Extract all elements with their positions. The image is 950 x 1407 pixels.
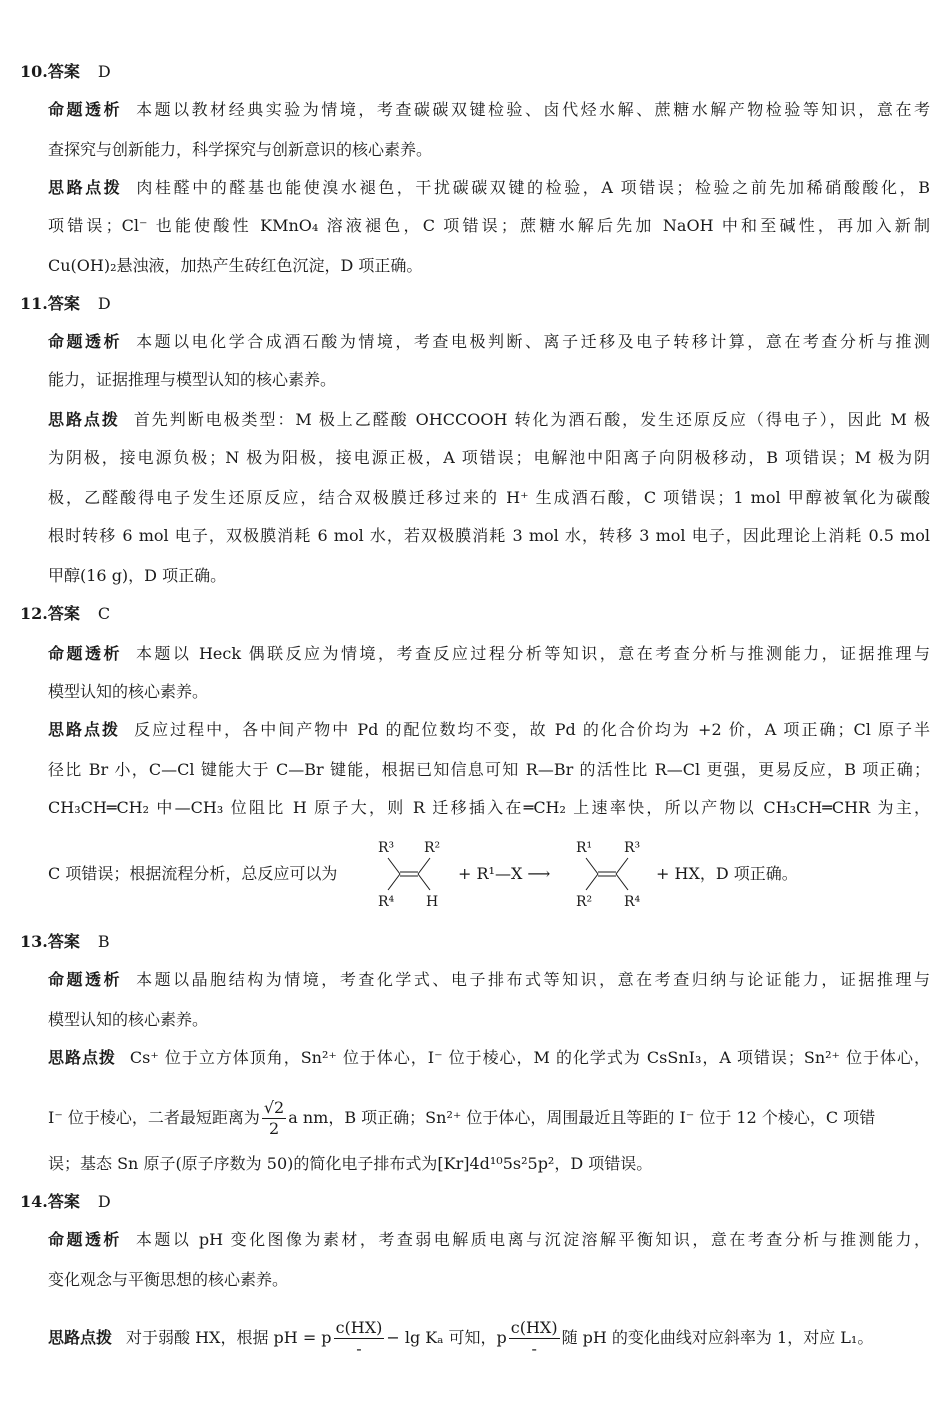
q14-intent-line-1 bbox=[48, 1230, 930, 1250]
analysis-label: 思路点拨 bbox=[48, 410, 120, 429]
question-14-header bbox=[20, 1192, 111, 1212]
answer-label: 答案 bbox=[47, 294, 80, 313]
answer-value: D bbox=[97, 62, 111, 81]
analysis-label: 思路点拨 bbox=[48, 178, 123, 197]
question-12-header bbox=[20, 604, 110, 624]
reactant-substituent: R³ bbox=[378, 840, 395, 856]
q10-analysis-line-2: 项错误；Cl⁻ 也能使酸性 KMnO₄ 溶液褪色，C 项错误；蔗糖水解后先加 NaOH 中和至碱性，再加入新制 bbox=[48, 216, 930, 235]
reagent-and-arrow: + R¹—X ⟶ bbox=[458, 864, 551, 883]
question-10-header bbox=[20, 62, 111, 82]
equation-suffix: + HX，D 项正确。 bbox=[656, 864, 798, 883]
intent-label: 命题透析 bbox=[48, 1230, 122, 1249]
fraction-numerator: c(HX) bbox=[510, 1318, 558, 1337]
analysis-label: 思路点拨 bbox=[48, 720, 121, 739]
fraction-denominator: - bbox=[531, 1339, 537, 1358]
q11-analysis-line-5: 甲醇(16 g)，D 项正确。 bbox=[48, 566, 227, 585]
sqrt2-over-2-fraction bbox=[262, 1098, 286, 1139]
line-text: a nm，B 项正确；Sn²⁺ 位于体心，周围最近且等距的 I⁻ 位于 12 个棱心，C 项错 bbox=[288, 1108, 876, 1127]
q13-intent-line-1 bbox=[48, 970, 930, 990]
analysis-text: 首先判断电极类型：M 极上乙醛酸 OHCCOOH 转化为酒石酸，发生还原反应（得电子），因此 M 极 bbox=[133, 410, 930, 429]
question-number: 10. bbox=[20, 62, 48, 81]
q13-analysis-line-1 bbox=[48, 1048, 930, 1068]
q11-intent-line-1 bbox=[48, 332, 930, 352]
analysis-label: 思路点拨 bbox=[48, 1328, 113, 1347]
q13-analysis-line-2 bbox=[48, 1098, 875, 1139]
intent-label: 命题透析 bbox=[48, 644, 122, 663]
q10-analysis-line-1 bbox=[48, 178, 930, 198]
reactant-substituent: R⁴ bbox=[378, 894, 395, 910]
intent-text: 本题以 Heck 偶联反应为情境，考查反应过程分析等知识，意在考查分析与推测能力，证据推理与 bbox=[135, 644, 930, 663]
answer-label: 答案 bbox=[47, 604, 80, 623]
hx-fraction bbox=[509, 1318, 560, 1359]
analysis-text: 反应过程中，各中间产物中 Pd 的配位数均不变，故 Pd 的化合价均为 +2 价，A 项正确；Cl 原子半 bbox=[134, 720, 930, 739]
fraction-numerator: c(HX) bbox=[335, 1318, 383, 1337]
intent-text: 本题以教材经典实验为情境，考查碳碳双键检验、卤代烃水解、蔗糖水解产物检验等知识，意在考 bbox=[136, 100, 930, 119]
hx-fraction bbox=[334, 1318, 385, 1359]
intent-label: 命题透析 bbox=[48, 970, 123, 989]
reactant-substituent: H bbox=[426, 894, 439, 910]
q13-intent-line-2: 模型认知的核心素养。 bbox=[48, 1010, 209, 1029]
q12-intent-line-1 bbox=[48, 644, 930, 664]
fraction-numerator: √2 bbox=[263, 1098, 285, 1117]
product-substituent: R¹ bbox=[576, 840, 593, 856]
intent-label: 命题透析 bbox=[48, 100, 123, 119]
analysis-label: 思路点拨 bbox=[48, 1048, 116, 1067]
q10-intent-line-2: 查探究与创新能力，科学探究与创新意识的核心素养。 bbox=[48, 140, 433, 159]
question-number: 14. bbox=[20, 1192, 48, 1211]
line-text: 随 pH 的变化曲线对应斜率为 1，对应 L₁。 bbox=[561, 1328, 874, 1347]
q13-analysis-line-3: 误；基态 Sn 原子(原子序数为 50)的简化电子排布式为[Kr]4d¹⁰5s²5p²，D 项错误。 bbox=[48, 1154, 653, 1173]
q12-analysis-line-1 bbox=[48, 720, 930, 740]
q11-analysis-line-4: 根时转移 6 mol 电子，双极膜消耗 6 mol 水，若双极膜消耗 3 mol 水，转移 3 mol 电子，因此理论上消耗 0.5 mol bbox=[48, 526, 930, 545]
question-13-header bbox=[20, 932, 110, 952]
reactant-double-bond bbox=[380, 850, 440, 900]
reactant-substituent: R² bbox=[424, 840, 441, 856]
q12-analysis-line-3: CH₃CH═CH₂ 中—CH₃ 位阻比 H 原子大，则 R 迁移插入在═CH₂ 上速率快，所以产物以 CH₃CH═CHR 为主， bbox=[48, 798, 930, 817]
product-substituent: R⁴ bbox=[624, 894, 641, 910]
answer-value: B bbox=[97, 932, 110, 951]
analysis-text: Cs⁺ 位于立方体顶角，Sn²⁺ 位于体心，I⁻ 位于棱心，M 的化学式为 CsSnI₃，A 项错误；Sn²⁺ 位于体心， bbox=[129, 1048, 930, 1067]
line-text: − lg Kₐ 可知，p bbox=[386, 1328, 507, 1347]
intent-text: 本题以 pH 变化图像为素材，考查弱电解质电离与沉淀溶解平衡知识，意在考查分析与推测能力， bbox=[135, 1230, 930, 1249]
answer-label: 答案 bbox=[47, 1192, 80, 1211]
question-number: 12. bbox=[20, 604, 48, 623]
answer-value: D bbox=[97, 294, 111, 313]
q14-analysis-line-1 bbox=[48, 1318, 873, 1359]
equation-prefix: C 项错误；根据流程分析，总反应可以为 bbox=[48, 864, 338, 883]
analysis-text: 肉桂醛中的醛基也能使溴水褪色，干扰碳碳双键的检验，A 项错误；检验之前先加稀硝酸酸化，B bbox=[136, 178, 930, 197]
answer-label: 答案 bbox=[47, 932, 80, 951]
q12-analysis-line-2: 径比 Br 小，C—Cl 键能大于 C—Br 键能，根据已知信息可知 R—Br 的活性比 R—Cl 更强，更易反应，B 项正确； bbox=[48, 760, 930, 779]
line-text: 对于弱酸 HX，根据 pH = p bbox=[126, 1328, 332, 1347]
q11-analysis-line-2: 为阴极，接电源负极；N 极为阳极，接电源正极，A 项错误；电解池中阳离子向阴极移动，B 项错误；M 极为阴 bbox=[48, 448, 930, 467]
product-substituent: R³ bbox=[624, 840, 641, 856]
answer-value: D bbox=[97, 1192, 111, 1211]
question-11-header bbox=[20, 294, 111, 314]
fraction-denominator: - bbox=[356, 1339, 362, 1358]
intent-text: 本题以电化学合成酒石酸为情境，考查电极判断、离子迁移及电子转移计算，意在考查分析与推测 bbox=[136, 332, 930, 351]
q11-analysis-line-3: 极，乙醛酸得电子发生还原反应，结合双极膜迁移过来的 H⁺ 生成酒石酸，C 项错误；1 mol 甲醇被氧化为碳酸 bbox=[48, 488, 930, 507]
fraction-denominator: 2 bbox=[268, 1119, 280, 1138]
q10-analysis-line-3: Cu(OH)₂悬浊液，加热产生砖红色沉淀，D 项正确。 bbox=[48, 256, 423, 275]
question-number: 11. bbox=[20, 294, 48, 313]
answer-label: 答案 bbox=[47, 62, 80, 81]
product-substituent: R² bbox=[576, 894, 593, 910]
q14-intent-line-2: 变化观念与平衡思想的核心素养。 bbox=[48, 1270, 289, 1289]
product-double-bond bbox=[578, 850, 638, 900]
q12-intent-line-2: 模型认知的核心素养。 bbox=[48, 682, 209, 701]
q11-analysis-line-1 bbox=[48, 410, 930, 430]
intent-text: 本题以晶胞结构为情境，考查化学式、电子排布式等知识，意在考查归纳与论证能力，证据推理与 bbox=[136, 970, 930, 989]
q10-intent-line-1 bbox=[48, 100, 930, 120]
question-number: 13. bbox=[20, 932, 48, 951]
intent-label: 命题透析 bbox=[48, 332, 123, 351]
answer-value: C bbox=[97, 604, 111, 623]
line-text: I⁻ 位于棱心，二者最短距离为 bbox=[48, 1108, 260, 1127]
q11-intent-line-2: 能力，证据推理与模型认知的核心素养。 bbox=[48, 370, 337, 389]
